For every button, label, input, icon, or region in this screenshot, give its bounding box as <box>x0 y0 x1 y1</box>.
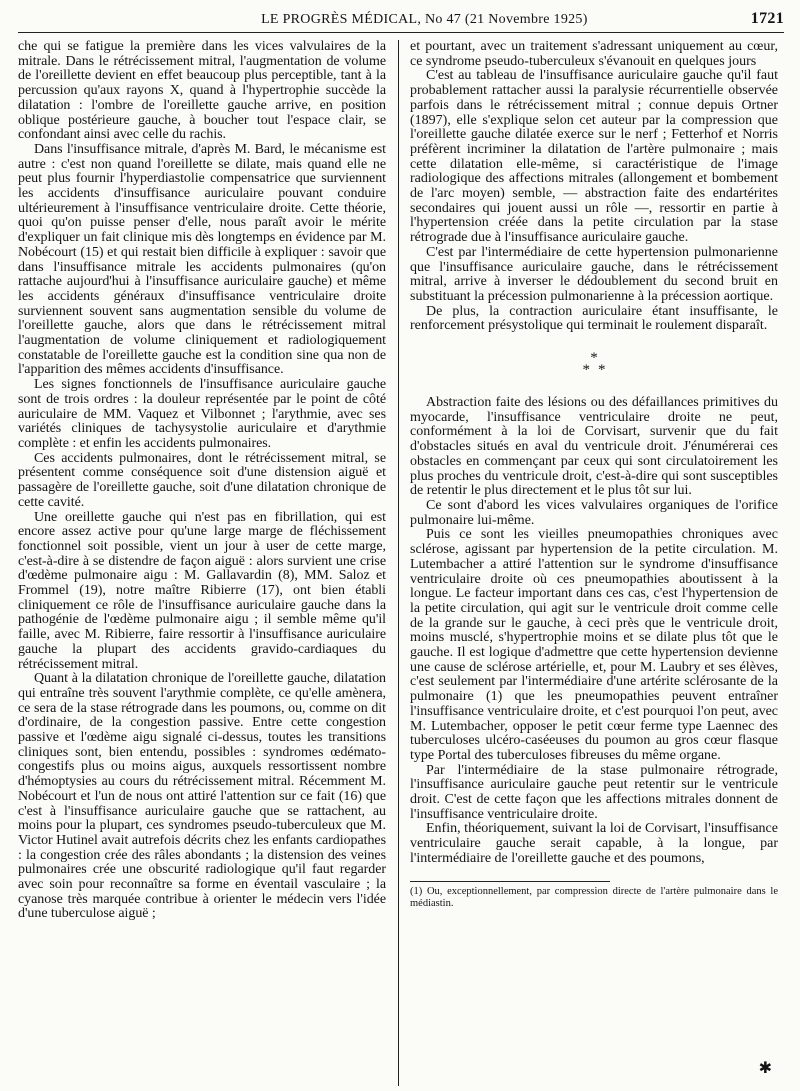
paragraph: Ce sont d'abord les vices valvulaires organiques de l'orifice pulmonaire lui-même. <box>410 497 778 528</box>
journal-page <box>18 10 784 1086</box>
right-column <box>410 40 778 910</box>
paragraph: Une oreillette gauche qui n'est pas en fibrillation, qui est encore assez active pour qu'une large marge de fléchissement fonctionnel soit possible, vient un jour à user de cette marge, c'est-à-dire à se distendre de façon aiguë : alors survient une crise d'œdème pulmonaire aigu : M. Gallavardin (8), MM. Saloz et Frommel (19), notre maître Ribierre (17), ont bien établi cliniquement ce rôle de l'insuffisance auriculaire gauche dans la pathogénie de l'œdème pulmonaire aigu ; il semble même qu'il faille, avec M. Ribierre, faire ressortir à l'insuffisance auriculaire gauche la plupart des accidents gravido-cardiaques du rétrécissement mitral. <box>18 509 386 672</box>
page-number: 1721 <box>750 10 784 27</box>
paragraph: De plus, la contraction auriculaire étant insuffisante, le renforcement présystolique qui terminait le roulement disparaît. <box>410 303 778 334</box>
text-columns <box>18 40 784 1086</box>
paragraph: Par l'intermédiaire de la stase pulmonaire rétrograde, l'insuffisance auriculaire gauche peut retentir sur le ventricule droit. C'est de cette façon que les affections mitrales donnent de l'insuffisance ventriculaire droite. <box>410 762 778 822</box>
paragraph: Puis ce sont les vieilles pneumopathies chroniques avec sclérose, agissant par hypertension de la petite circulation. M. Lutembacher a attiré l'attention sur le syndrome d'insuffisance ventriculaire droite où ces pneumopathies aboutissent à la longue. Le facteur important dans ces cas, c'est l'hypertension de la petite circulation, qui agit sur le ventricule droit comme celle de la grande sur le gauche, à ceci près que le ventricule droit, moins musclé, s'hypertrophie moins et se dilate plus tôt que le gauche. Il est logique d'admettre que cette hypertension devienne une cause de sclérose artérielle, et, pour M. Laubry et ses élèves, c'est seulement par l'intermédiaire d'une artérite sclérosante de la pulmonaire (1) que les pneumopathies peuvent entraîner l'insuffisance ventriculaire droite, et c'est pourquoi l'on peut, avec M. Lutembacher, opposer le petit cœur ferme type Laennec des tuberculoses ulcéro-caséeuses du poumon au gros cœur flasque type Portal des tuberculoses fibreuses du même organe. <box>410 527 778 763</box>
paragraph: C'est au tableau de l'insuffisance auriculaire gauche qu'il faut probablement rattacher aussi la paralysie récurrentielle observée parfois dans le rétrécissement mitral ; connue depuis Ortner (1897), elle s'explique selon cet auteur par la compression que l'oreillette gauche dilatée exerce sur le nerf ; Fetterhof et Norris préfèrent incriminer la dilatation de l'artère pulmonaire ; mais cette dilatation elle-même, si caractéristique de l'image radiologique des affections mitrales (allongement et bombement de l'arc moyen) semble, — abstraction faite des endartérites secondaires qui jouent aussi un rôle —, ressortir en partie à l'hypertension créée dans la petite circulation par la stase rétrograde due à l'insuffisance auriculaire gauche. <box>410 68 778 246</box>
footnote: (1) Ou, exceptionnellement, par compression directe de l'artère pulmonaire dans le médiastin. <box>410 885 778 909</box>
paragraph: Enfin, théoriquement, suivant la loi de Corvisart, l'insuffisance ventriculaire gauche serait capable, à la longue, par l'intermédiaire de l'oreillette gauche et des poumons, <box>410 821 778 866</box>
paragraph: Les signes fonctionnels de l'insuffisance auriculaire gauche sont de trois ordres : la douleur représentée par le point de côté auriculaire de MM. Vaquez et Vilbonnet ; l'arythmie, avec ses variétés cliniques de tachysystolie auriculaire et d'arythmie complète : et enfin les accidents pulmonaires. <box>18 377 386 451</box>
corner-mark-icon: ✱ <box>758 1060 772 1077</box>
footnote-rule <box>410 881 610 882</box>
paragraph: che qui se fatigue la première dans les vices valvulaires de la mitrale. Dans le rétrécissement mitral, l'augmentation de volume de l'oreillette devient en effet beaucoup plus perceptible, tant à la percussion qu'aux rayons X, quand à l'hypertrophie succède la dilatation : l'ombre de l'oreillette gauche arrive, en position oblique postérieure gauche, à boucher tout l'espace clair, se confondant ainsi avec celle du rachis. <box>18 39 386 143</box>
section-separator <box>410 350 778 378</box>
running-header <box>18 10 784 33</box>
paragraph: C'est par l'intermédiaire de cette hypertension pulmonarienne que l'insuffisance auriculaire gauche, dans le rétrécissement mitral, arrive à inverser le dédoublement du second bruit en substituant la précession pulmonarienne à la précession aortique. <box>410 244 778 304</box>
header-title: LE PROGRÈS MÉDICAL, No 47 (21 Novembre 1925) <box>261 12 588 27</box>
left-column <box>18 40 386 922</box>
paragraph: Quant à la dilatation chronique de l'oreillette gauche, dilatation qui entraîne très souvent l'arythmie complète, ce qu'elle amènera, ce sera de la stase rétrograde dans les poumons, ou, comme on dit d'ordinaire, de la congestion passive. Entre cette congestion passive et l'œdème aigu signalé ci-dessus, toutes les transitions cliniques sont, bien entendu, possibles : syndromes œdémato-congestifs plus ou moins aigus, auxquels ressortissent nombre d'hémoptysies au cours du rétrécissement mitral. Récemment M. Nobécourt et l'un de nous ont attiré l'attention sur ce fait (16) que c'est à l'insuffisance auriculaire gauche que se rattachent, au moins pour la plupart, ces syndromes pseudo-tuberculeux que M. Victor Hutinel avait autrefois décrits chez les enfants cardiopathes : la congestion crée des râles abondants ; la distension des veines pulmonaires crée une obscurité radiologique qu'il faut regarder avec soin pour reconnaître sa forme en éventail vasculaire ; la cyanose très marquée contribue à orienter le médecin vers l'idée d'une tuberculose aiguë ; <box>18 671 386 922</box>
separator-stars-bottom: ** <box>582 362 614 379</box>
separator-star-top: * <box>590 350 598 367</box>
paragraph: Dans l'insuffisance mitrale, d'après M. Bard, le mécanisme est autre : c'est non quand l'oreillette se dilate, mais quand elle ne peut plus fournir l'hyperdiastolie compensatrice que surviennent les accidents d'insuffisance auriculaire pouvant conduire ultérieurement à l'insuffisance ventriculaire droite. Cette théorie, quoi qu'on puisse penser d'elle, nous paraît avoir le mérite d'expliquer un fait clinique mis dès longtemps en évidence par M. Nobécourt (15) et qui restait bien difficile à expliquer : savoir que dans l'insuffisance mitrale les accidents pulmonaires (qu'on rattache aujourd'hui à l'insuffisance auriculaire gauche) et même les accidents généraux d'insuffisance ventriculaire droite surviennent souvent sans augmentation sensible du volume de l'oreillette gauche, alors que dans le rétrécissement mitral l'augmentation de volume cliniquement et radiologiquement constatable de l'oreillette gauche est la condition sine qua non de l'apparition des mêmes accidents d'insuffisance. <box>18 141 386 378</box>
paragraph: Ces accidents pulmonaires, dont le rétrécissement mitral, se présentent comme conséquence soit d'une distension aiguë et passagère de l'oreillette gauche, soit d'une dilatation chronique de cette cavité. <box>18 450 386 510</box>
column-divider <box>398 40 399 1086</box>
paragraph: Abstraction faite des lésions ou des défaillances primitives du myocarde, l'insuffisance ventriculaire droite ne peut, conformément à la loi de Corvisart, survenir que du fait d'obstacles situés en aval du ventricule droit. J'énumérerai ces obstacles en commençant par ceux qui sont circulatoirement les plus proches du ventricule droit, c'est-à-dire qui sont susceptibles de retentir le plus directement et le plus tôt sur lui. <box>410 395 778 499</box>
paragraph: et pourtant, avec un traitement s'adressant uniquement au cœur, ce syndrome pseudo-tuberculeux s'évanouit en quelques jours <box>410 39 778 69</box>
